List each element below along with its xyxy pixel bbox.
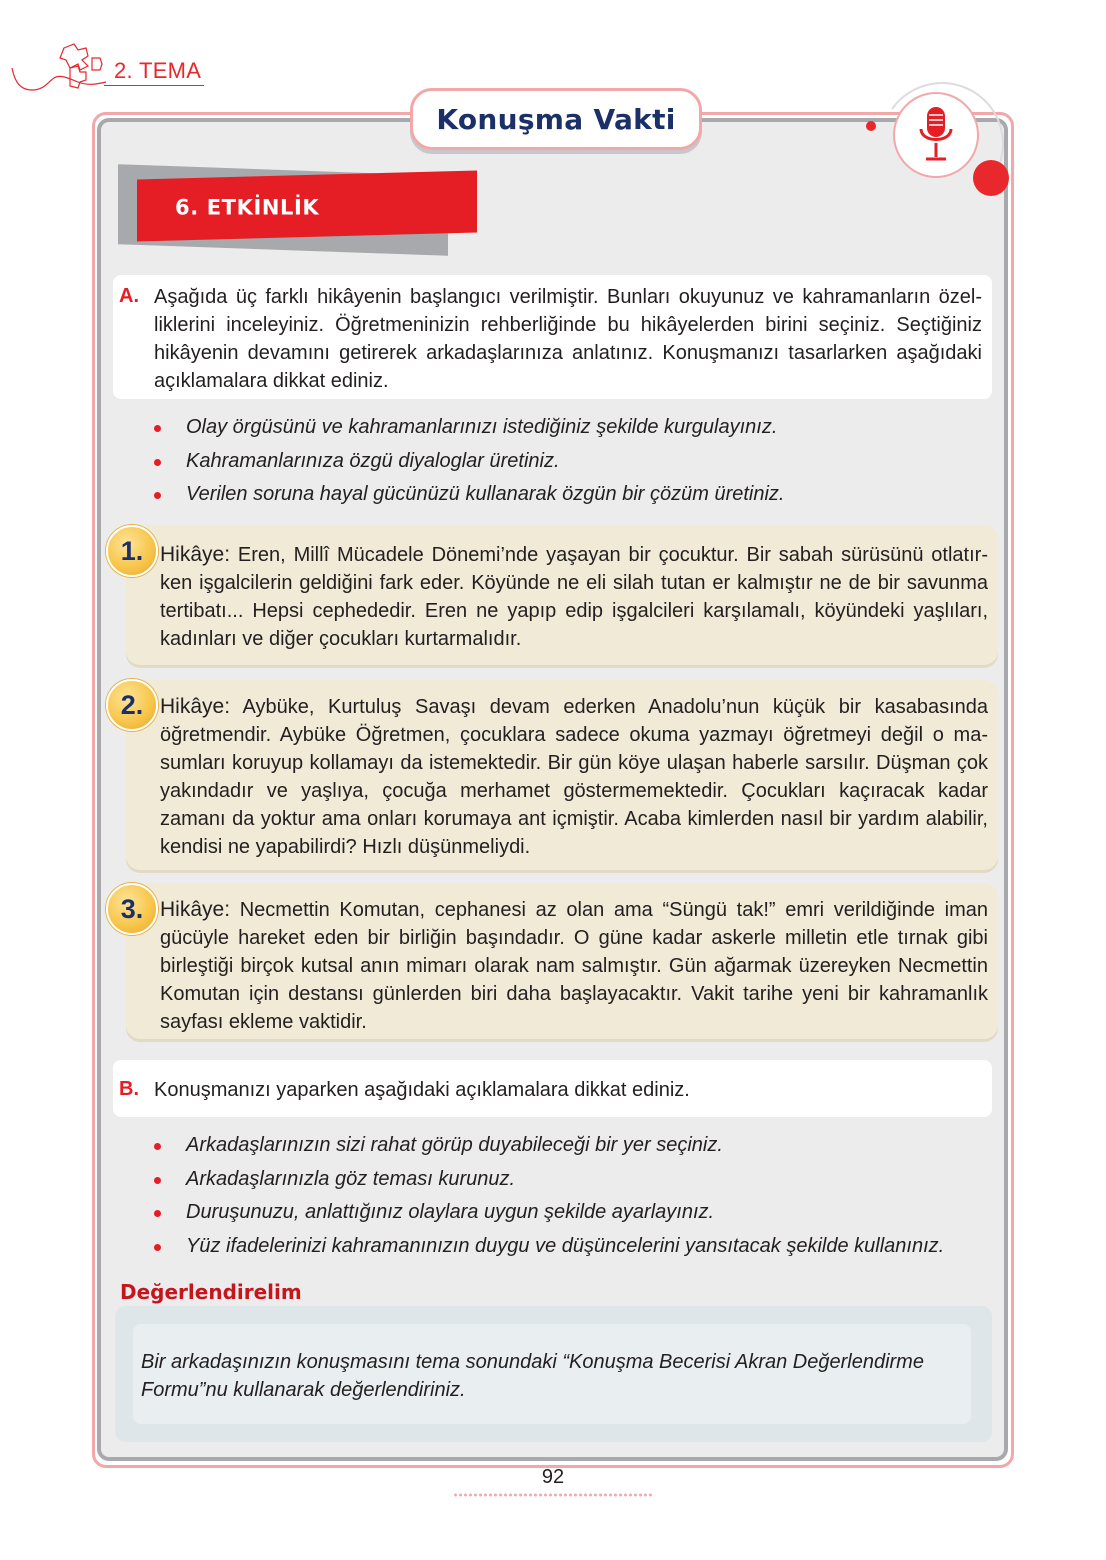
section-a-text: Aşağıda üç farklı hikâyenin başlangıcı verilmiştir. Bunları okuyunuz ve kahramanların özelliklerini inceleyiniz. Öğretmeninizin rehberliğinde bu hikâyelerden birini seçiniz. Seçtiğiniz hikâyenin devamını getirerek arkadaşlarınıza anlatınız. Konuşmanızı tasarlarken aşağıdaki açıklamalara dikkat ediniz. [154,286,982,392]
bullet-dot [154,1177,161,1184]
story-1-text [160,541,988,653]
list-item [152,1230,982,1264]
page-title: Konuşma Vakti [436,102,676,136]
list-item [152,445,972,479]
page-number-dots [453,1492,653,1498]
story-1-body: Eren, Millî Mücadele Dönemi’nde yaşayan bir çocuktur. Bir sabah sürüsünü otlatırken işgalcilerin geldiğini fark eder. Köyünde ne eli silah tutan er kalmıştır ne de bir savunma tertibatı... Hepsi cephededir. Eren ne yapıp edip işgalcileri karşılamalı, köyündeki yaşlıları, kadınları ve diğer çocukları kurtarmalıdır. [160,544,988,650]
theme-label: 2. TEMA [114,58,202,83]
bullet-dot [154,492,161,499]
evaluation-text: Bir arkadaşınızın konuşmasını tema sonundaki “Konuşma Becerisi Akran Değerlendirme Formu”nu kullanarak değerlendiriniz. [141,1351,924,1401]
list-item [152,1129,982,1163]
bullet-text: Kahramanlarınıza özgü diyaloglar üretiniz. [186,449,560,472]
bullet-text: Arkadaşlarınızın sizi rahat görüp duyabileceği bir yer seçiniz. [186,1134,723,1156]
decor-dot-large [973,160,1009,196]
section-b-text: Konuşmanızı yaparken aşağıdaki açıklamalara dikkat ediniz. [154,1079,690,1101]
microphone-icon [916,105,956,165]
section-a-bullets [152,411,972,512]
story-1-number-badge [106,525,158,577]
bullet-text: Duruşunuzu, anlattığınız olaylara uygun şekilde ayarlayınız. [186,1201,715,1223]
story-3-text [160,896,988,1036]
list-item [152,411,972,445]
section-b-bullets [152,1129,982,1263]
bullet-dot [154,1244,161,1251]
bullet-dot [154,425,161,432]
story-2-number-badge [106,679,158,731]
bullet-text: Arkadaşlarınızla göz teması kurunuz. [186,1167,516,1190]
story-3-number-badge [106,883,158,935]
story-1-label: Hikâye: [160,543,231,566]
section-a-letter: A. [119,285,139,307]
bullet-dot [154,1143,161,1150]
story-2-text [160,693,988,861]
section-b-letter: B. [119,1078,139,1100]
theme-underline [104,85,204,86]
story-3-number: 3. [120,893,144,924]
story-2-label: Hikâye: [160,695,231,718]
bullet-dot [154,459,161,466]
bullet-text: Olay örgüsünü ve kahramanlarınızı istediğiniz şekilde kurgulayınız. [186,416,778,438]
page-number: 92 [541,1466,565,1488]
activity-label: 6. ETKİNLİK [175,195,320,220]
story-2-body: Aybüke, Kurtuluş Savaşı devam ederken Anadolu’nun küçük bir kasabasında öğretmendir. Aybüke Öğretmen, çocuklara sadece okuma yazmayı öğretmeyi değil o masumları koruyup kollamayı da istemektedir. Bir gün köye ulaşan haberle sarsılır. Düşman çok yakındadır ve yaşlıya, çocuğa merhamet göstermemektedir. Çocukları kaçıracak kadar zamanı da yoktur ama onları korumaya ant içmiştir. Acaba kimlerden nasıl bir yardım alabilir, kendisi ne yapabilirdi? Hızlı düşünmeliydi. [160,696,989,858]
evaluation-title: Değerlendirelim [120,1280,302,1304]
section-title-pill [410,88,702,150]
bullet-text: Yüz ifadelerinizi kahramanınızın duygu ve düşüncelerini yansıtacak şekilde kullanınız. [186,1234,945,1257]
list-item [152,1196,982,1230]
activity-banner [137,171,477,242]
bullet-dot [154,1210,161,1217]
list-item [152,1163,982,1197]
theme-header [8,38,208,108]
bullet-text: Verilen soruna hayal gücünüzü kullanarak özgün bir çözüm üretiniz. [186,483,785,505]
story-3-label: Hikâye: [160,898,231,921]
puzzle-doodle-icon [8,38,118,108]
list-item [152,478,972,512]
story-1-number: 1. [120,535,144,566]
mic-badge [893,92,979,178]
decor-dot-small [866,121,876,131]
story-3-body: Necmettin Komutan, cephanesi az olan ama “Süngü tak!” emri verildiğinde iman gücüyle hareket eden bir birliğin başındadır. O güne kadar askerle milletin etle tırnak gibi birleştiği birçok kutsal anın mimarı olarak nam salmıştır. Gün ağarmak üzereyken Necmettin Komutan için destansı günlerden biri daha başlayacaktır. Vakit tarihe yeni bir kahramanlık sayfası ekleme vaktidir. [160,899,988,1033]
story-2-number: 2. [120,689,144,720]
